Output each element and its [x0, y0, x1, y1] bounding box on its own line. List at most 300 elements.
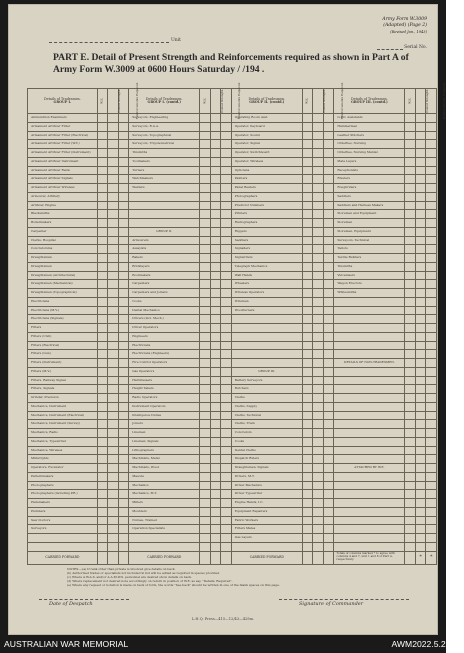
- entry-cell[interactable]: [200, 166, 211, 175]
- entry-cell[interactable]: [323, 394, 334, 403]
- entry-cell[interactable]: [221, 175, 232, 184]
- entry-cell[interactable]: [323, 297, 334, 306]
- entry-cell[interactable]: [405, 184, 416, 193]
- entry-cell[interactable]: [108, 350, 119, 359]
- entry-cell[interactable]: [200, 122, 211, 131]
- entry-cell[interactable]: [200, 394, 211, 403]
- entry-cell[interactable]: [426, 394, 437, 403]
- entry-cell[interactable]: [426, 175, 437, 184]
- entry-cell[interactable]: [210, 359, 221, 368]
- entry-cell[interactable]: [108, 324, 119, 333]
- entry-cell[interactable]: [415, 332, 426, 341]
- entry-cell[interactable]: [221, 429, 232, 438]
- entry-cell[interactable]: [302, 219, 313, 228]
- entry-cell[interactable]: [302, 262, 313, 271]
- entry-cell[interactable]: [426, 411, 437, 420]
- entry-cell[interactable]: [210, 166, 221, 175]
- entry-cell[interactable]: [108, 236, 119, 245]
- entry-cell[interactable]: [221, 455, 232, 464]
- entry-cell[interactable]: [108, 507, 119, 516]
- entry-cell[interactable]: [313, 280, 324, 289]
- entry-cell[interactable]: [221, 385, 232, 394]
- entry-cell[interactable]: [323, 359, 334, 368]
- entry-cell[interactable]: [210, 219, 221, 228]
- entry-cell[interactable]: [405, 341, 416, 350]
- entry-cell[interactable]: [221, 315, 232, 324]
- entry-cell[interactable]: [221, 376, 232, 385]
- entry-cell[interactable]: [426, 192, 437, 201]
- entry-cell[interactable]: [97, 192, 108, 201]
- entry-cell[interactable]: [313, 429, 324, 438]
- entry-cell[interactable]: [200, 306, 211, 315]
- entry-cell[interactable]: [405, 149, 416, 158]
- entry-cell[interactable]: [323, 402, 334, 411]
- entry-cell[interactable]: [426, 245, 437, 254]
- entry-cell[interactable]: [323, 245, 334, 254]
- entry-cell[interactable]: [313, 201, 324, 210]
- entry-cell[interactable]: [97, 157, 108, 166]
- entry-cell[interactable]: [405, 271, 416, 280]
- entry-cell[interactable]: [221, 157, 232, 166]
- entry-cell[interactable]: [118, 149, 129, 158]
- entry-cell[interactable]: [118, 315, 129, 324]
- entry-cell[interactable]: [221, 534, 232, 543]
- entry-cell[interactable]: [210, 542, 221, 551]
- entry-cell[interactable]: [405, 490, 416, 499]
- entry-cell[interactable]: [323, 184, 334, 193]
- entry-cell[interactable]: [97, 114, 108, 123]
- entry-cell[interactable]: [313, 271, 324, 280]
- entry-cell[interactable]: [200, 219, 211, 228]
- entry-cell[interactable]: [108, 131, 119, 140]
- entry-cell[interactable]: [210, 114, 221, 123]
- entry-cell[interactable]: [97, 236, 108, 245]
- entry-cell[interactable]: [426, 350, 437, 359]
- entry-cell[interactable]: [97, 420, 108, 429]
- entry-cell[interactable]: [118, 367, 129, 376]
- entry-cell[interactable]: [210, 464, 221, 473]
- entry-cell[interactable]: [118, 507, 129, 516]
- entry-cell[interactable]: [108, 332, 119, 341]
- entry-cell[interactable]: [210, 306, 221, 315]
- entry-cell[interactable]: [323, 254, 334, 263]
- entry-cell[interactable]: [313, 437, 324, 446]
- entry-cell[interactable]: [302, 289, 313, 298]
- entry-cell[interactable]: [302, 271, 313, 280]
- entry-cell[interactable]: [108, 227, 119, 236]
- entry-cell[interactable]: [108, 446, 119, 455]
- entry-cell[interactable]: [221, 481, 232, 490]
- entry-cell[interactable]: [221, 140, 232, 149]
- entry-cell[interactable]: [426, 166, 437, 175]
- entry-cell[interactable]: [118, 114, 129, 123]
- entry-cell[interactable]: [426, 236, 437, 245]
- entry-cell[interactable]: [323, 367, 334, 376]
- entry-cell[interactable]: [97, 542, 108, 551]
- entry-cell[interactable]: [415, 481, 426, 490]
- carried-forward-cell[interactable]: [323, 551, 334, 564]
- entry-cell[interactable]: [323, 280, 334, 289]
- entry-cell[interactable]: [313, 411, 324, 420]
- entry-cell[interactable]: [97, 149, 108, 158]
- entry-cell[interactable]: [221, 525, 232, 534]
- entry-cell[interactable]: [405, 166, 416, 175]
- entry-cell[interactable]: [313, 175, 324, 184]
- entry-cell[interactable]: [405, 262, 416, 271]
- entry-cell[interactable]: [405, 289, 416, 298]
- entry-cell[interactable]: [415, 324, 426, 333]
- entry-cell[interactable]: [405, 385, 416, 394]
- entry-cell[interactable]: [210, 175, 221, 184]
- entry-cell[interactable]: [302, 499, 313, 508]
- total-marker-cell[interactable]: *: [415, 551, 426, 564]
- entry-cell[interactable]: [210, 490, 221, 499]
- entry-cell[interactable]: [200, 525, 211, 534]
- entry-cell[interactable]: [97, 429, 108, 438]
- entry-cell[interactable]: [118, 455, 129, 464]
- entry-cell[interactable]: [313, 534, 324, 543]
- entry-cell[interactable]: [313, 192, 324, 201]
- entry-cell[interactable]: [323, 175, 334, 184]
- entry-cell[interactable]: [97, 262, 108, 271]
- entry-cell[interactable]: [97, 464, 108, 473]
- entry-cell[interactable]: [108, 464, 119, 473]
- entry-cell[interactable]: [405, 481, 416, 490]
- entry-cell[interactable]: [108, 376, 119, 385]
- entry-cell[interactable]: [210, 402, 221, 411]
- entry-cell[interactable]: [221, 236, 232, 245]
- entry-cell[interactable]: [221, 227, 232, 236]
- entry-cell[interactable]: [210, 525, 221, 534]
- entry-cell[interactable]: [118, 227, 129, 236]
- entry-cell[interactable]: [118, 324, 129, 333]
- entry-cell[interactable]: [323, 525, 334, 534]
- entry-cell[interactable]: [426, 490, 437, 499]
- entry-cell[interactable]: [313, 227, 324, 236]
- entry-cell[interactable]: [405, 542, 416, 551]
- entry-cell[interactable]: [302, 420, 313, 429]
- entry-cell[interactable]: [323, 262, 334, 271]
- entry-cell[interactable]: [97, 499, 108, 508]
- entry-cell[interactable]: [118, 254, 129, 263]
- entry-cell[interactable]: [118, 490, 129, 499]
- entry-cell[interactable]: [323, 219, 334, 228]
- entry-cell[interactable]: [221, 490, 232, 499]
- entry-cell[interactable]: [221, 542, 232, 551]
- entry-cell[interactable]: [313, 420, 324, 429]
- entry-cell[interactable]: [97, 131, 108, 140]
- entry-cell[interactable]: [426, 210, 437, 219]
- entry-cell[interactable]: [415, 315, 426, 324]
- entry-cell[interactable]: [108, 437, 119, 446]
- entry-cell[interactable]: [426, 219, 437, 228]
- entry-cell[interactable]: [118, 245, 129, 254]
- entry-cell[interactable]: [415, 542, 426, 551]
- entry-cell[interactable]: [313, 376, 324, 385]
- entry-cell[interactable]: [405, 464, 416, 473]
- entry-cell[interactable]: [426, 402, 437, 411]
- entry-cell[interactable]: [118, 271, 129, 280]
- entry-cell[interactable]: [302, 184, 313, 193]
- entry-cell[interactable]: [221, 332, 232, 341]
- entry-cell[interactable]: [415, 157, 426, 166]
- entry-cell[interactable]: [108, 140, 119, 149]
- entry-cell[interactable]: [323, 341, 334, 350]
- entry-cell[interactable]: [323, 499, 334, 508]
- entry-cell[interactable]: [302, 437, 313, 446]
- entry-cell[interactable]: [221, 446, 232, 455]
- entry-cell[interactable]: [97, 507, 108, 516]
- entry-cell[interactable]: [313, 525, 324, 534]
- entry-cell[interactable]: [313, 341, 324, 350]
- entry-cell[interactable]: [302, 122, 313, 131]
- entry-cell[interactable]: [313, 157, 324, 166]
- entry-cell[interactable]: [210, 184, 221, 193]
- entry-cell[interactable]: [302, 131, 313, 140]
- entry-cell[interactable]: [426, 254, 437, 263]
- entry-cell[interactable]: [302, 534, 313, 543]
- entry-cell[interactable]: [313, 481, 324, 490]
- entry-cell[interactable]: [200, 437, 211, 446]
- entry-cell[interactable]: [302, 254, 313, 263]
- entry-cell[interactable]: [210, 324, 221, 333]
- carried-forward-cell[interactable]: [405, 551, 416, 564]
- entry-cell[interactable]: [108, 280, 119, 289]
- entry-cell[interactable]: [302, 429, 313, 438]
- entry-cell[interactable]: [426, 525, 437, 534]
- entry-cell[interactable]: [302, 359, 313, 368]
- entry-cell[interactable]: [221, 280, 232, 289]
- entry-cell[interactable]: [200, 481, 211, 490]
- entry-cell[interactable]: [415, 341, 426, 350]
- entry-cell[interactable]: [97, 166, 108, 175]
- entry-cell[interactable]: [108, 210, 119, 219]
- entry-cell[interactable]: [200, 262, 211, 271]
- entry-cell[interactable]: [302, 280, 313, 289]
- entry-cell[interactable]: [221, 219, 232, 228]
- entry-cell[interactable]: [221, 516, 232, 525]
- entry-cell[interactable]: [405, 446, 416, 455]
- entry-cell[interactable]: [200, 507, 211, 516]
- entry-cell[interactable]: [405, 157, 416, 166]
- entry-cell[interactable]: [221, 262, 232, 271]
- entry-cell[interactable]: [97, 254, 108, 263]
- entry-cell[interactable]: [323, 122, 334, 131]
- entry-cell[interactable]: [415, 297, 426, 306]
- entry-cell[interactable]: [221, 297, 232, 306]
- entry-cell[interactable]: [302, 157, 313, 166]
- entry-cell[interactable]: [200, 315, 211, 324]
- entry-cell[interactable]: [200, 245, 211, 254]
- entry-cell[interactable]: [313, 210, 324, 219]
- entry-cell[interactable]: [108, 245, 119, 254]
- entry-cell[interactable]: [415, 499, 426, 508]
- entry-cell[interactable]: [405, 219, 416, 228]
- entry-cell[interactable]: [415, 385, 426, 394]
- entry-cell[interactable]: [405, 210, 416, 219]
- entry-cell[interactable]: [313, 499, 324, 508]
- entry-cell[interactable]: [323, 455, 334, 464]
- carried-forward-cell[interactable]: [313, 551, 324, 564]
- entry-cell[interactable]: [97, 315, 108, 324]
- entry-cell[interactable]: [426, 516, 437, 525]
- entry-cell[interactable]: [108, 402, 119, 411]
- entry-cell[interactable]: [97, 341, 108, 350]
- entry-cell[interactable]: [323, 385, 334, 394]
- entry-cell[interactable]: [405, 192, 416, 201]
- entry-cell[interactable]: [426, 446, 437, 455]
- entry-cell[interactable]: [108, 271, 119, 280]
- entry-cell[interactable]: [426, 114, 437, 123]
- entry-cell[interactable]: [210, 481, 221, 490]
- entry-cell[interactable]: [405, 472, 416, 481]
- entry-cell[interactable]: [210, 140, 221, 149]
- entry-cell[interactable]: [426, 542, 437, 551]
- entry-cell[interactable]: [405, 507, 416, 516]
- entry-cell[interactable]: [97, 516, 108, 525]
- entry-cell[interactable]: [405, 131, 416, 140]
- carried-forward-cell[interactable]: [200, 551, 211, 564]
- entry-cell[interactable]: [313, 289, 324, 298]
- entry-cell[interactable]: [97, 280, 108, 289]
- entry-cell[interactable]: [210, 157, 221, 166]
- entry-cell[interactable]: [210, 516, 221, 525]
- entry-cell[interactable]: [97, 201, 108, 210]
- carried-forward-cell[interactable]: [302, 551, 313, 564]
- entry-cell[interactable]: [118, 166, 129, 175]
- entry-cell[interactable]: [313, 131, 324, 140]
- entry-cell[interactable]: [415, 429, 426, 438]
- entry-cell[interactable]: [97, 385, 108, 394]
- entry-cell[interactable]: [97, 394, 108, 403]
- entry-cell[interactable]: [118, 332, 129, 341]
- entry-cell[interactable]: [221, 114, 232, 123]
- entry-cell[interactable]: [405, 315, 416, 324]
- entry-cell[interactable]: [302, 472, 313, 481]
- entry-cell[interactable]: [118, 464, 129, 473]
- entry-cell[interactable]: [426, 227, 437, 236]
- entry-cell[interactable]: [302, 236, 313, 245]
- entry-cell[interactable]: [221, 149, 232, 158]
- entry-cell[interactable]: [118, 481, 129, 490]
- entry-cell[interactable]: [200, 359, 211, 368]
- entry-cell[interactable]: [200, 271, 211, 280]
- entry-cell[interactable]: [210, 534, 221, 543]
- entry-cell[interactable]: [97, 245, 108, 254]
- entry-cell[interactable]: [302, 175, 313, 184]
- entry-cell[interactable]: [210, 394, 221, 403]
- entry-cell[interactable]: [210, 411, 221, 420]
- entry-cell[interactable]: [415, 367, 426, 376]
- entry-cell[interactable]: [426, 429, 437, 438]
- entry-cell[interactable]: [415, 306, 426, 315]
- entry-cell[interactable]: [108, 455, 119, 464]
- entry-cell[interactable]: [302, 341, 313, 350]
- entry-cell[interactable]: [302, 332, 313, 341]
- entry-cell[interactable]: [313, 446, 324, 455]
- entry-cell[interactable]: [200, 429, 211, 438]
- entry-cell[interactable]: [200, 289, 211, 298]
- entry-cell[interactable]: [118, 175, 129, 184]
- entry-cell[interactable]: [302, 481, 313, 490]
- entry-cell[interactable]: [405, 306, 416, 315]
- entry-cell[interactable]: [108, 516, 119, 525]
- entry-cell[interactable]: [323, 376, 334, 385]
- entry-cell[interactable]: [415, 122, 426, 131]
- entry-cell[interactable]: [108, 472, 119, 481]
- entry-cell[interactable]: [426, 315, 437, 324]
- entry-cell[interactable]: [405, 350, 416, 359]
- entry-cell[interactable]: [415, 446, 426, 455]
- entry-cell[interactable]: [405, 429, 416, 438]
- entry-cell[interactable]: [313, 542, 324, 551]
- entry-cell[interactable]: [108, 184, 119, 193]
- entry-cell[interactable]: [405, 227, 416, 236]
- entry-cell[interactable]: [221, 306, 232, 315]
- entry-cell[interactable]: [313, 245, 324, 254]
- entry-cell[interactable]: [210, 499, 221, 508]
- entry-cell[interactable]: [313, 367, 324, 376]
- entry-cell[interactable]: [405, 122, 416, 131]
- entry-cell[interactable]: [200, 350, 211, 359]
- entry-cell[interactable]: [210, 385, 221, 394]
- entry-cell[interactable]: [118, 472, 129, 481]
- entry-cell[interactable]: [118, 429, 129, 438]
- entry-cell[interactable]: [108, 166, 119, 175]
- entry-cell[interactable]: [200, 280, 211, 289]
- entry-cell[interactable]: [97, 481, 108, 490]
- entry-cell[interactable]: [426, 499, 437, 508]
- entry-cell[interactable]: [118, 516, 129, 525]
- entry-cell[interactable]: [415, 359, 426, 368]
- entry-cell[interactable]: [426, 472, 437, 481]
- entry-cell[interactable]: [302, 350, 313, 359]
- entry-cell[interactable]: [221, 192, 232, 201]
- entry-cell[interactable]: [323, 534, 334, 543]
- entry-cell[interactable]: [415, 210, 426, 219]
- entry-cell[interactable]: [426, 332, 437, 341]
- entry-cell[interactable]: [415, 262, 426, 271]
- entry-cell[interactable]: [323, 192, 334, 201]
- entry-cell[interactable]: [323, 157, 334, 166]
- entry-cell[interactable]: [221, 499, 232, 508]
- entry-cell[interactable]: [118, 437, 129, 446]
- entry-cell[interactable]: [97, 324, 108, 333]
- entry-cell[interactable]: [210, 122, 221, 131]
- entry-cell[interactable]: [405, 280, 416, 289]
- entry-cell[interactable]: [108, 411, 119, 420]
- entry-cell[interactable]: [302, 385, 313, 394]
- entry-cell[interactable]: [221, 350, 232, 359]
- entry-cell[interactable]: [302, 140, 313, 149]
- entry-cell[interactable]: [302, 464, 313, 473]
- entry-cell[interactable]: [221, 507, 232, 516]
- entry-cell[interactable]: [415, 350, 426, 359]
- entry-cell[interactable]: [97, 402, 108, 411]
- entry-cell[interactable]: [210, 332, 221, 341]
- entry-cell[interactable]: [323, 289, 334, 298]
- entry-cell[interactable]: [108, 219, 119, 228]
- entry-cell[interactable]: [210, 210, 221, 219]
- entry-cell[interactable]: [200, 149, 211, 158]
- entry-cell[interactable]: [210, 131, 221, 140]
- entry-cell[interactable]: [405, 297, 416, 306]
- entry-cell[interactable]: [302, 210, 313, 219]
- entry-cell[interactable]: [323, 481, 334, 490]
- entry-cell[interactable]: [108, 525, 119, 534]
- entry-cell[interactable]: [415, 525, 426, 534]
- entry-cell[interactable]: [323, 149, 334, 158]
